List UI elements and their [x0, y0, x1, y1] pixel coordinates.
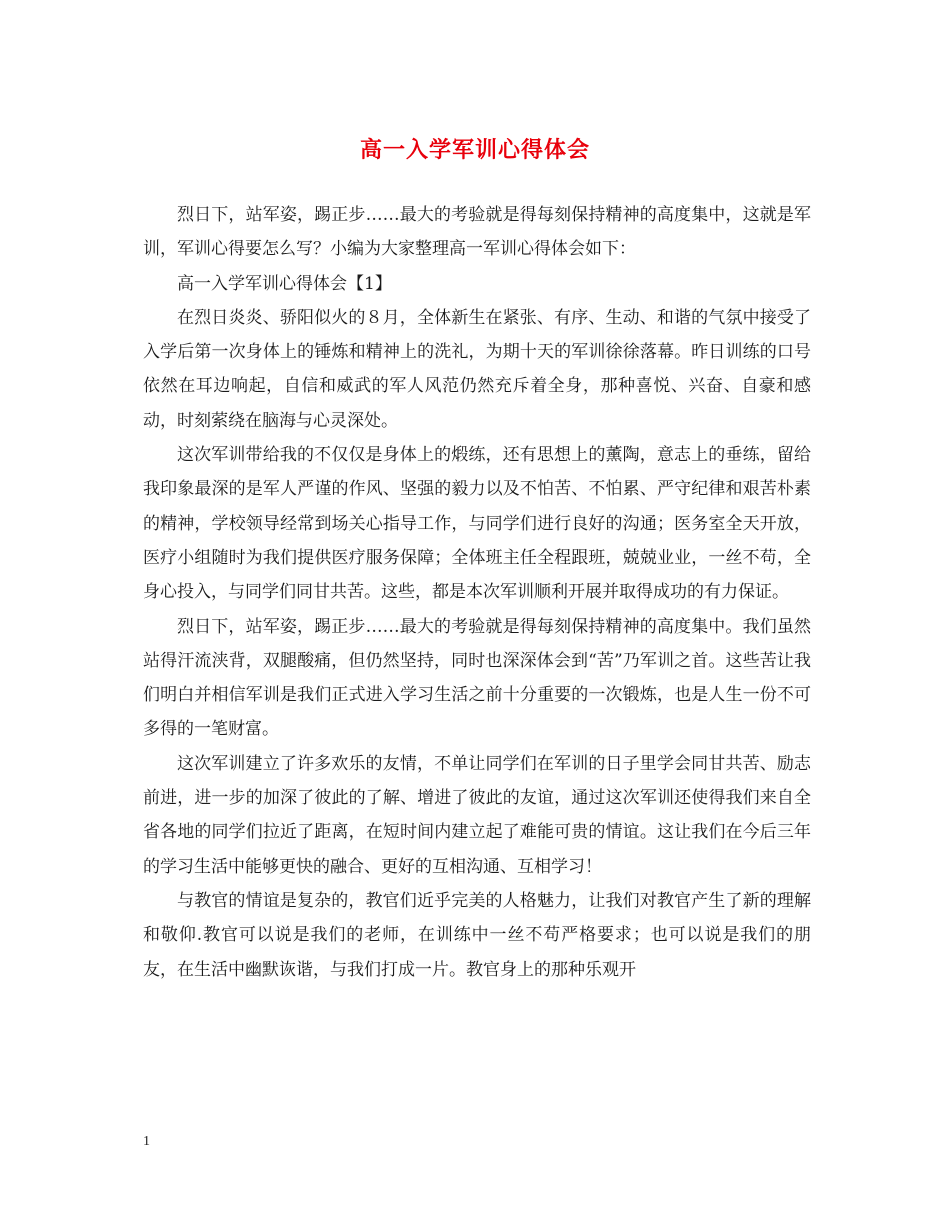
- paragraph-4: 这次军训建立了许多欢乐的友情，不单让同学们在军训的日子里学会同甘共苦、励志前进，进一步的加深了彼此的了解、增进了彼此的友谊，通过这次军训还使得我们来自全省各地的同学们拉近了距离，在短时间内建立起了难能可贵的情谊。这让我们在今后三年的学习生活中能够更快的融合、更好的互相沟通、互相学习！: [143, 753, 811, 877]
- paragraph-2: 这次军训带给我的不仅仅是身体上的煅练，还有思想上的薰陶，意志上的垂练，留给我印象最深的是军人严谨的作风、坚强的毅力以及不怕苦、不怕累、严守纪律和艰苦朴素的精神，学校领导经常到场关心指导工作，与同学们进行良好的沟通；医务室全天开放，医疗小组随时为我们提供医疗服务保障；全体班主任全程跟班，兢兢业业，一丝不苟，全身心投入，与同学们同甘共苦。这些，都是本次军训顺利开展并取得成功的有力保证。: [143, 445, 811, 603]
- paragraph-1: 在烈日炎炎、骄阳似火的８月，全体新生在紧张、有序、生动、和谐的气氛中接受了入学后第一次身体上的锤炼和精神上的洗礼，为期十天的军训徐徐落幕。昨日训练的口号依然在耳边响起，自信和威武的军人风范仍然充斥着全身，那种喜悦、兴奋、自豪和感动，时刻萦绕在脑海与心灵深处。: [143, 307, 811, 431]
- paragraph-3: 烈日下，站军姿，踢正步……最大的考验就是得每刻保持精神的高度集中。我们虽然站得汗流浃背，双腿酸痛，但仍然坚持，同时也深深体会到“苦”乃军训之首。这些苦让我们明白并相信军训是我们正式进入学习生活之前十分重要的一次锻炼，也是人生一份不可多得的一笔财富。: [143, 616, 811, 740]
- document-title: 高一入学军训心得体会: [359, 137, 590, 163]
- section-heading: 高一入学军训心得体会【1】: [177, 273, 392, 294]
- paragraph-5: 与教官的情谊是复杂的，教官们近乎完美的人格魅力，让我们对教官产生了新的理解和敬仰.教官可以说是我们的老师，在训练中一丝不苟严格要求；也可以说是我们的朋友，在生活中幽默诙谐，与我们打成一片。教官身上的那种乐观开: [143, 890, 811, 980]
- page-number: 1: [143, 1134, 150, 1149]
- paragraph-intro: 烈日下，站军姿，踢正步……最大的考验就是得每刻保持精神的高度集中，这就是军训，军训心得要怎么写？小编为大家整理高一军训心得体会如下：: [143, 205, 811, 260]
- document-body: [143, 198, 811, 987]
